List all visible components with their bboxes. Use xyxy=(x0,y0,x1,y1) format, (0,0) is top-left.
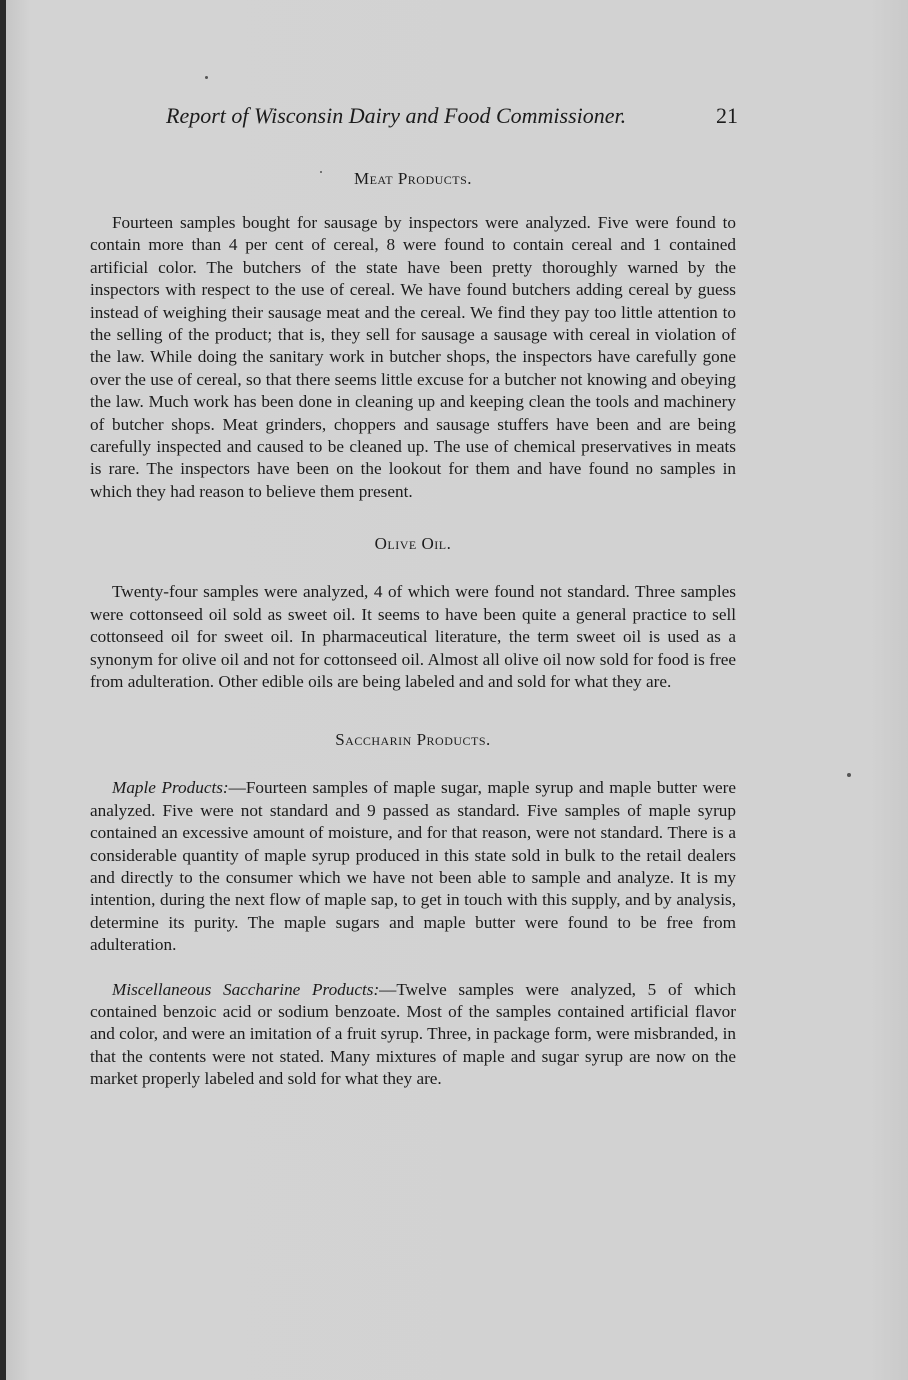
saccharin-products-heading: Saccharin Products. xyxy=(335,730,491,750)
running-head-title: Report of Wisconsin Dairy and Food Commissioner. xyxy=(166,103,627,128)
maple-products-text: —Fourteen samples of maple sugar, maple syrup and maple butter were analyzed. Five were not standard and 9 passed as standard. Five samples of maple syrup contained an excessive amount of moisture, and for that reason, were not standard. There is a considerable quantity of maple syrup produced in this state sold in bulk to the retail dealers and directly to the consumer which we have not been able to sample and analyze. It is my intention, during the next flow of maple sap, to get in touch with this supply, and by analysis, determine its purity. The maple sugars and maple butter were found to be free from adulteration. xyxy=(90,778,736,955)
maple-products-paragraph xyxy=(90,777,736,956)
paper-speck xyxy=(847,773,851,777)
olive-oil-heading: Olive Oil. xyxy=(374,534,452,554)
page-number: 21 xyxy=(716,103,738,128)
paragraph-gap xyxy=(90,957,736,979)
book-spine-edge xyxy=(0,0,6,1380)
meat-products-paragraph: Fourteen samples bought for sausage by inspectors were analyzed. Five were found to contain more than 4 per cent of cereal, 8 were found to contain cereal and 1 contained artificial color. The butchers of the state have been pretty thoroughly warned by the inspectors with respect to the use of cereal. We have found butchers adding cereal by guess instead of weighing their sausage meat and the cereal. We find they pay too little attention to the selling of the product; that is, they sell for sausage a sausage with cereal in violation of the law. While doing the sanitary work in butcher shops, the inspectors have carefully gone over the use of cereal, so that there seems little excuse for a butcher not knowing and obeying the law. Much work has been done in cleaning up and keeping clean the tools and machinery of butcher shops. Meat grinders, choppers and sausage stuffers have been and are being carefully inspected and caused to be cleaned up. The use of chemical preservatives in meats is rare. The inspectors have been on the lookout for them and have found no samples in which they had reason to believe them present. xyxy=(90,213,736,501)
misc-saccharine-text: —Twelve samples were analyzed, 5 of which contained benzoic acid or sodium benzoate. Most of the samples contained artificial flavor and color, and were an imitation of a fruit syrup. Three, in package form, were misbranded, in that the contents were not stated. Many mixtures of maple and sugar syrup are now on the market properly labeled and sold for what they are. xyxy=(90,979,736,1089)
page-body xyxy=(90,160,736,1091)
maple-products-lead: Maple Products: xyxy=(112,778,229,798)
olive-oil-paragraph: Twenty-four samples were analyzed, 4 of which were found not standard. Three samples were cottonseed oil sold as sweet oil. It seems to have been quite a general practice to sell cottonseed oil for sweet oil. In pharmaceutical literature, the term sweet oil is used as a synonym for olive oil and not for cottonseed oil. Almost all olive oil now sold for food is free from adulteration. Other edible oils are being labeled and and sold for what they are. xyxy=(90,582,736,691)
paper-speck xyxy=(205,76,208,79)
misc-saccharine-paragraph xyxy=(90,979,736,1091)
running-head xyxy=(166,101,738,131)
meat-products-heading: Meat Products. xyxy=(353,169,473,188)
misc-saccharine-lead: Miscellaneous Saccharine Products: xyxy=(112,979,380,999)
paper-speck xyxy=(320,171,322,173)
